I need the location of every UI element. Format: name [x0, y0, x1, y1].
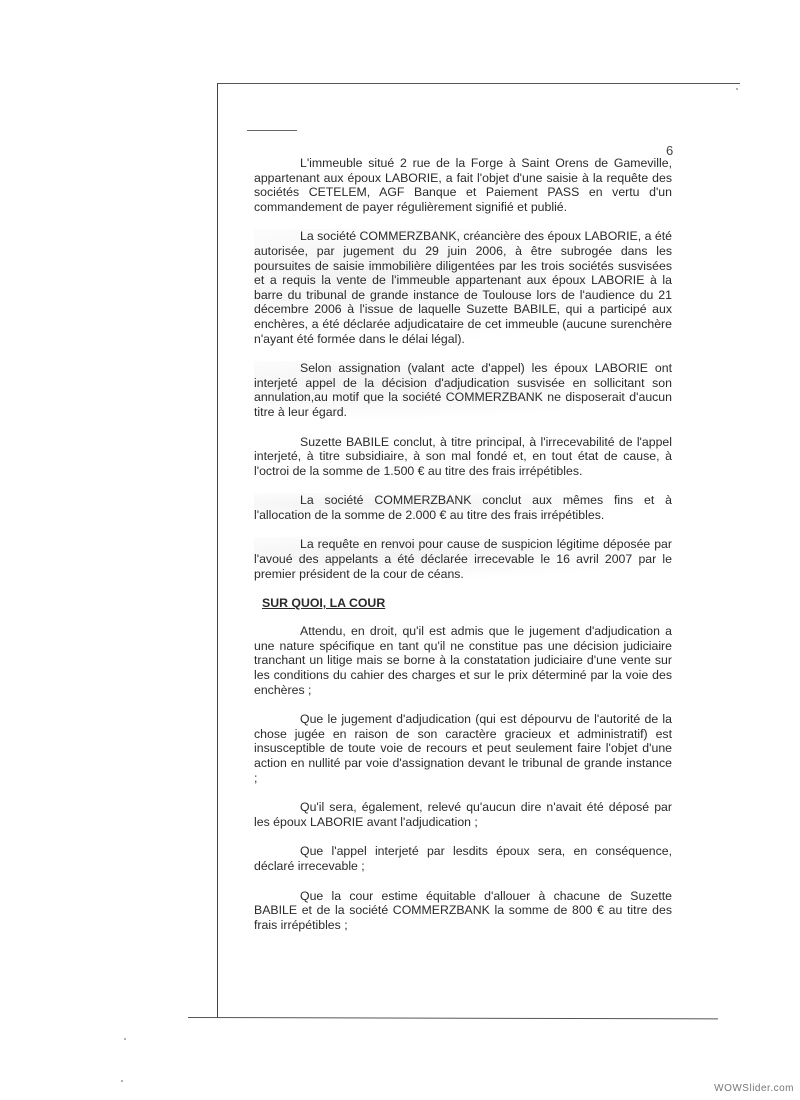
section-heading: SUR QUOI, LA COUR	[262, 596, 386, 611]
header-rule	[247, 130, 297, 131]
reasoning-paragraph: Que l'appel interjeté par lesdits époux sera, en conséquence, déclaré irrecevable ;	[254, 844, 672, 873]
page-frame-top-border	[218, 83, 740, 84]
page-frame-bottom-border	[188, 1017, 718, 1019]
reasoning-paragraph: Attendu, en droit, qu'il est admis que le jugement d'adjudication a une nature spécifique en tant qu'il ne constitue pas une décision judiciaire tranchant un litige mais se borne à la constatation judiciaire d'une vente sur les conditions du cahier des charges et sur le prix déterminé par la voie des enchères ;	[254, 624, 672, 697]
page-frame-left-border	[217, 83, 218, 1018]
paragraph-babile-conclusions: Suzette BABILE conclut, à titre principal, à l'irrecevabilité de l'appel interjeté, à titre subsidiaire, à son mal fondé et, en tout état de cause, à l'octroi de la somme de 1.500 € au titre des frais irrépétibles.	[254, 434, 672, 478]
paragraph-property-seizure: L'immeuble situé 2 rue de la Forge à Saint Orens de Gameville, appartenant aux époux LABORIE, a fait l'objet d'une saisie à la requête des sociétés CETELEM, AGF Banque et Paiement PASS en vertu d'un commandement de payer régulièrement signifié et publié.	[254, 156, 672, 214]
paragraph-commerzbank-subrogation: La société COMMERZBANK, créancière des époux LABORIE, a été autorisée, par jugement du 29 juin 2006, à être subrogée dans les poursuites de saisie immobilière diligentées par les trois sociétés susvisées et a requis la vente de l'immeuble appartenant aux époux LABORIE à la barre du tribunal de grande instance de Toulouse lors de l'audience du 21 décembre 2006 à l'issue de laquelle Suzette BABILE, qui a participé aux enchères, a été déclarée adjudicataire de cet immeuble (aucune surenchère n'ayant été formée dans le délai légal).	[254, 229, 672, 346]
paragraph-appeal: Selon assignation (valant acte d'appel) les époux LABORIE ont interjeté appel de la décision d'adjudication susvisée en sollicitant son annulation,au motif que la société COMMERZBANK ne disposerait d'aucun titre à leur égard.	[254, 361, 672, 419]
paragraph-commerzbank-conclusions: La société COMMERZBANK conclut aux mêmes fins et à l'allocation de la somme de 2.000 € au titre des frais irrépétibles.	[254, 493, 672, 522]
reasoning-paragraph: Que la cour estime équitable d'allouer à chacune de Suzette BABILE et de la société COMMERZBANK la somme de 800 € au titre des frais irrépétibles ;	[254, 888, 672, 932]
watermark: WOWSlider.com	[714, 1083, 794, 1094]
paragraph-suspicion-request: La requête en renvoi pour cause de suspicion légitime déposée par l'avoué des appelants a été déclarée irrecevable le 16 avril 2007 par le premier président de la cour de céans.	[254, 537, 672, 581]
scan-speck	[121, 1080, 123, 1082]
reasoning-paragraph: Que le jugement d'adjudication (qui est dépourvu de l'autorité de la chose jugée en raison de son caractère gracieux et administratif) est insusceptible de toute voie de recours et peut seulement faire l'objet d'une action en nullité par voie d'assignation devant le tribunal de grande instance ;	[254, 712, 672, 785]
scan-speck	[124, 1038, 126, 1040]
scan-speck	[736, 88, 738, 90]
reasoning-paragraph: Qu'il sera, également, relevé qu'aucun dire n'avait été déposé par les époux LABORIE avant l'adjudication ;	[254, 800, 672, 829]
page-number: 6	[666, 143, 674, 158]
document-body	[254, 156, 672, 947]
